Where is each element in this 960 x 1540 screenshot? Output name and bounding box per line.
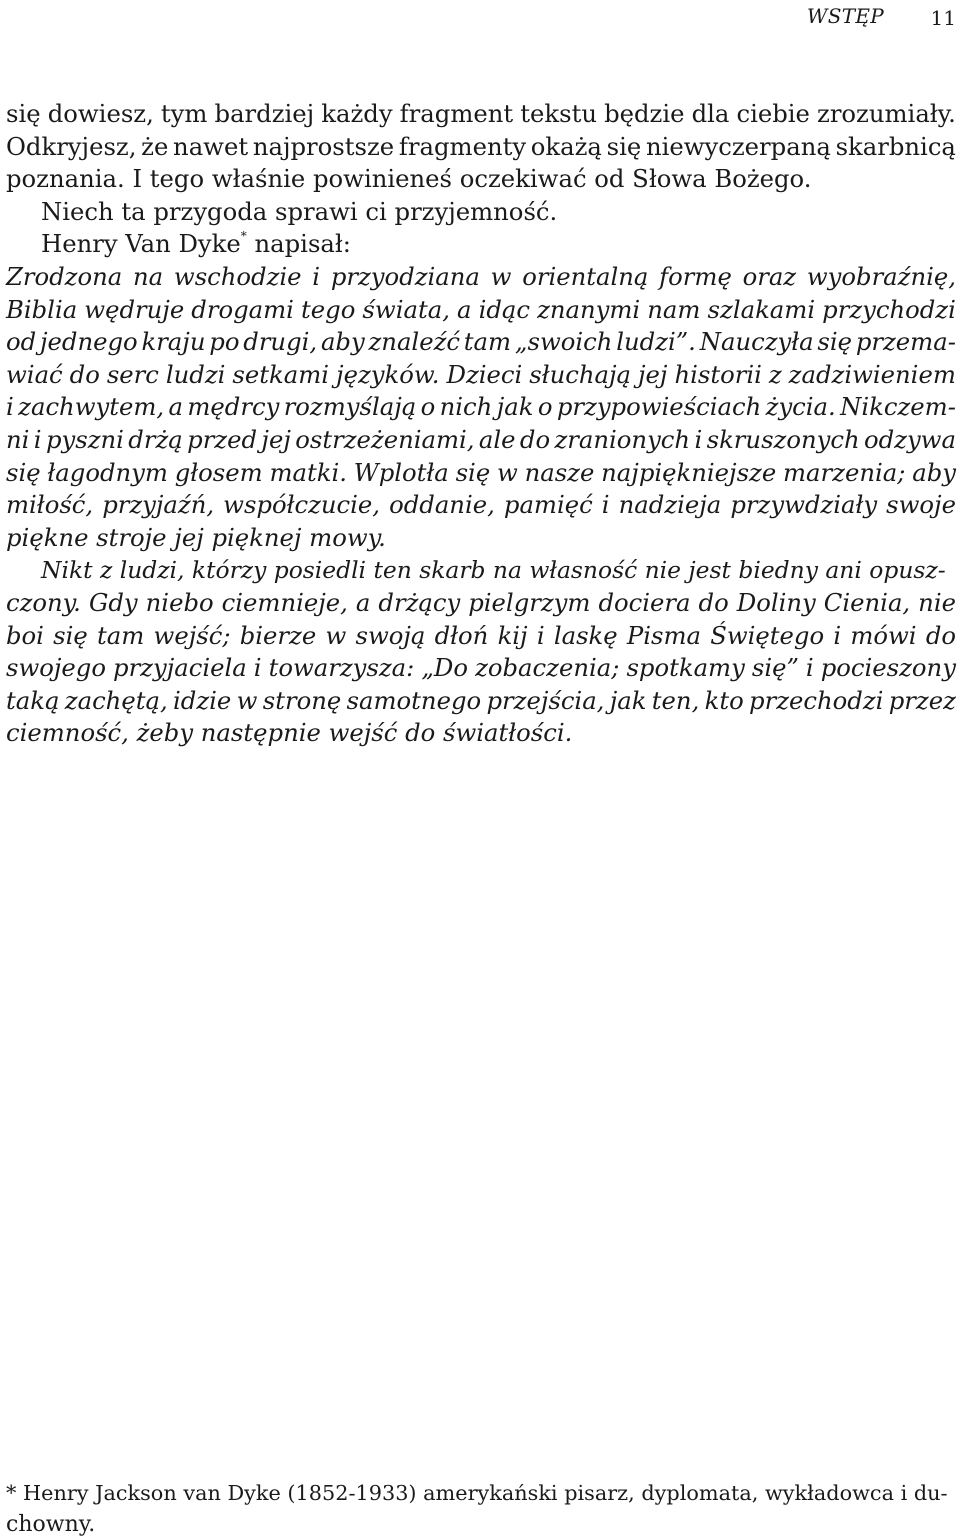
text-line: Niech ta przygoda sprawi ci przyjemność.: [41, 196, 558, 226]
quote-line: taką zachętą, idzie w stronę samotnego przejścia, jak ten, kto przechodzi przez: [6, 685, 956, 715]
text-line: Odkryjesz, że nawet najprostsze fragmenty okażą się niewyczerpaną skarbnicą: [6, 131, 956, 161]
page-header: [0, 2, 960, 32]
quote-line: Zrodzona na wschodzie i przyodziana w orientalną formę oraz wyobraźnię,: [6, 261, 956, 291]
block-quote: [6, 261, 956, 750]
text-line: się dowiesz, tym bardziej każdy fragment tekstu będzie dla ciebie zrozumiały.: [6, 99, 956, 128]
quote-line: Nikt z ludzi, którzy posiedli ten skarb na własność nie jest biedny ani opusz-: [41, 556, 946, 585]
footnote-marker: *: [240, 229, 247, 244]
footnote: [6, 1478, 956, 1540]
quote-line: czony. Gdy niebo ciemnieje, a drżący pielgrzym dociera do Doliny Cienia, nie: [6, 587, 956, 617]
quote-line: swojego przyjaciela i towarzysza: „Do zobaczenia; spotkamy się” i pocieszony: [6, 653, 956, 683]
quote-line: miłość, przyjaźń, współczucie, oddanie, pamięć i nadzieja przywdziały swoje: [6, 490, 956, 520]
quote-line: ni i pyszni drżą przed jej ostrzeżeniami, ale do zranionych i skruszonych odzywa: [6, 424, 956, 454]
running-title: WSTĘP: [806, 4, 884, 28]
quote-line: Biblia wędruje drogami tego świata, a idąc znanymi nam szlakami przychodzi: [6, 294, 956, 324]
footnote-line: chowny.: [6, 1512, 96, 1537]
author-name: Henry Van Dyke: [41, 229, 241, 259]
quote-line: się łagodnym głosem matki. Wplotła się w nasze najpiękniejsze marzenia; aby: [6, 457, 956, 487]
main-text: [6, 98, 956, 750]
quote-line: ciemność, żeby następnie wejść do światłości.: [6, 718, 573, 748]
quote-line: i zachwytem, a mędrcy rozmyślają o nich jak o przypowieściach życia. Nikczem-: [6, 392, 956, 422]
quote-line: wiać do serc ludzi setkami języków. Dzieci słuchają jej historii z zadziwieniem: [6, 359, 956, 389]
quote-line: boi się tam wejść; bierze w swoją dłoń kij i laskę Pisma Świętego i mówi do: [6, 620, 956, 650]
quote-line: piękne stroje jej pięknej mowy.: [6, 522, 386, 552]
page-number: 11: [930, 6, 956, 30]
quote-line: od jednego kraju po drugi, aby znaleźć tam „swoich ludzi”. Nauczyła się przema-: [6, 327, 956, 357]
text-line: Henry Van Dyke* napisał:: [41, 229, 351, 259]
text-line: poznania. I tego właśnie powinieneś oczekiwać od Słowa Bożego.: [6, 164, 812, 194]
footnote-line: * Henry Jackson van Dyke (1852-1933) amerykański pisarz, dyplomata, wykładowca i du-: [6, 1481, 948, 1505]
